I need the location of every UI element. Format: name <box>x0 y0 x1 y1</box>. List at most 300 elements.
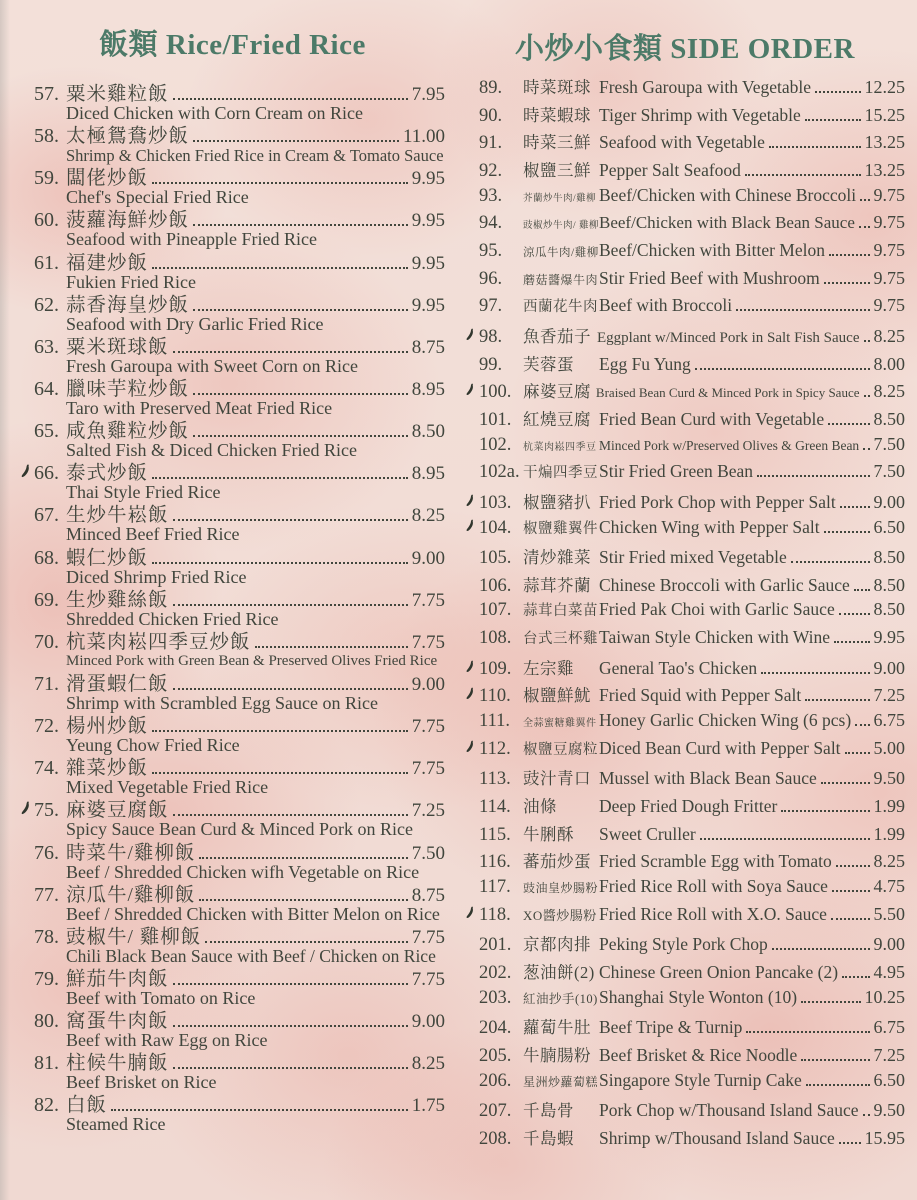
dotted-leader <box>842 976 869 978</box>
item-name-english: Minced Beef Fried Rice <box>66 524 240 545</box>
item-name-english: Braised Bean Curd & Minced Pork in Spicy Sauce <box>595 385 860 401</box>
item-name-english: Pepper Salt Seafood <box>599 159 741 180</box>
item-name-chinese: 粟米雞粒飯 <box>66 84 169 105</box>
menu-item <box>465 682 905 710</box>
item-price: 9.75 <box>873 212 905 233</box>
item-name-chinese: 豉油皇炒腸粉 <box>523 881 599 896</box>
item-number: 97. <box>479 296 503 317</box>
menu-item-title-row <box>20 837 445 865</box>
item-name-chinese: 蝦仁炒飯 <box>66 547 149 569</box>
item-name-english: Taro with Preserved Meat Fried Rice <box>66 397 333 418</box>
item-number: 101. <box>479 409 512 430</box>
item-number: 75. <box>34 799 59 822</box>
item-name-chinese: 千島蝦 <box>523 1128 574 1148</box>
item-name-english: Beef with Broccoli <box>599 295 733 316</box>
menu-item-title-row <box>20 879 445 907</box>
menu-item <box>465 323 905 351</box>
item-number: 96. <box>479 268 503 289</box>
dotted-leader <box>173 688 408 690</box>
dotted-leader <box>173 814 408 816</box>
item-name-english: Steamed Rice <box>66 1114 166 1135</box>
menu-item-title-row <box>20 415 445 443</box>
menu-item <box>465 1125 905 1153</box>
item-price: 8.25 <box>873 381 905 402</box>
menu-item <box>20 542 445 587</box>
rice-section-title-chinese: 飯類 <box>99 29 159 61</box>
item-name-chinese: 臘味芋粒炒飯 <box>66 378 190 400</box>
item-price: 4.95 <box>873 962 905 982</box>
chili-pepper-icon <box>465 383 479 402</box>
dotted-leader <box>864 340 870 342</box>
dotted-leader <box>736 309 869 311</box>
item-price: 8.50 <box>873 408 905 429</box>
item-name-chinese: 泰式炒飯 <box>66 463 149 485</box>
item-number: 95. <box>479 240 503 261</box>
item-number: 76. <box>34 841 59 864</box>
item-price: 9.00 <box>873 657 905 678</box>
item-name-chinese: XO醬炒腸粉 <box>523 907 597 923</box>
item-price: 8.25 <box>873 325 905 346</box>
item-name-chinese: 豉椒牛/ 雞柳飯 <box>66 926 202 948</box>
menu-item <box>465 268 905 296</box>
item-price: 7.75 <box>411 758 445 780</box>
item-price: 7.75 <box>411 968 445 990</box>
item-number: 113. <box>479 769 511 790</box>
item-name-english: Spicy Sauce Bean Curd & Minced Pork on Rice <box>66 819 413 840</box>
item-name-english: Honey Garlic Chicken Wing (6 pcs) <box>599 710 852 731</box>
dotted-leader <box>173 983 408 985</box>
chili-pepper-icon <box>465 660 479 679</box>
item-name-chinese: 芥蘭炒牛肉/雞柳 <box>523 193 597 204</box>
item-number: 108. <box>479 628 512 649</box>
item-name-english: Beef Brisket on Rice <box>66 1072 217 1093</box>
side-order-section-title <box>465 16 905 74</box>
item-name-english: Beef/Chicken with Black Bean Sauce <box>599 213 855 233</box>
menu-item <box>465 821 905 849</box>
item-price: 6.50 <box>873 516 905 537</box>
item-name-english: Fresh Garoupa with Sweet Corn on Rice <box>66 355 358 376</box>
chili-pepper-icon <box>20 464 34 484</box>
item-name-chinese: 鮮茄牛肉飯 <box>66 968 169 990</box>
chili-pepper-icon <box>465 906 479 925</box>
rice-section <box>20 16 445 1153</box>
menu-item <box>465 544 905 572</box>
item-number: 102. <box>479 434 512 455</box>
item-price: 9.75 <box>873 184 905 205</box>
item-name-chinese: 豉汁青口 <box>523 769 591 789</box>
item-name-english: Eggplant w/Minced Pork in Salt Fish Sauce <box>597 329 860 346</box>
item-number: 94. <box>479 213 503 234</box>
item-number: 204. <box>479 1018 512 1039</box>
dotted-leader <box>836 865 870 867</box>
dotted-leader <box>193 140 399 142</box>
dotted-leader <box>199 857 407 859</box>
item-price: 8.95 <box>411 463 445 485</box>
menu-item-title-row <box>20 1047 445 1075</box>
chili-pepper-icon <box>465 494 479 513</box>
item-price: 8.75 <box>411 336 445 358</box>
menu-item <box>20 963 445 1008</box>
dotted-leader <box>821 782 870 784</box>
dotted-leader <box>205 941 407 943</box>
item-name-english: Shanghai Style Wonton (10) <box>599 986 798 1007</box>
item-name-chinese: 蕃茄炒蛋 <box>523 852 591 872</box>
dotted-leader <box>695 368 870 370</box>
item-number: 107. <box>479 600 512 621</box>
item-price: 7.25 <box>411 800 445 822</box>
dotted-leader <box>781 810 869 812</box>
menu-item <box>465 599 905 627</box>
item-number: 111. <box>479 711 511 732</box>
menu-item <box>20 162 445 208</box>
menu-item <box>465 351 905 379</box>
item-name-english: Diced Chicken with Corn Cream on Rice <box>66 103 363 123</box>
menu-item <box>465 655 905 683</box>
menu-item <box>465 1014 905 1042</box>
item-price: 9.00 <box>411 1011 445 1033</box>
item-number: 92. <box>479 160 503 181</box>
item-number: 66. <box>34 462 59 485</box>
item-name-english: Beef/Chicken with Chinese Broccoli <box>599 184 857 205</box>
dotted-leader <box>806 1084 870 1086</box>
item-name-chinese: 窩蛋牛肉飯 <box>66 1011 169 1033</box>
item-name-english: Chinese Broccoli with Garlic Sauce <box>599 574 850 595</box>
item-number: 59. <box>34 167 59 190</box>
item-name-chinese: 太極鴛鴦炒飯 <box>66 126 190 148</box>
item-name-english: Seafood with Vegetable <box>599 132 765 153</box>
dotted-leader <box>859 226 870 228</box>
chili-pepper-icon <box>465 328 479 347</box>
menu-item <box>465 1097 905 1125</box>
item-name-chinese: 西蘭花牛肉 <box>523 299 598 316</box>
item-price: 8.95 <box>411 378 445 400</box>
item-price: 10.25 <box>864 986 905 1007</box>
item-price: 9.95 <box>411 168 445 190</box>
menu-item <box>20 415 445 461</box>
item-name-english: Diced Shrimp Fried Rice <box>66 566 247 587</box>
dotted-leader <box>152 267 408 269</box>
dotted-leader <box>829 254 870 256</box>
dotted-leader <box>854 589 870 591</box>
item-name-chinese: 麻婆豆腐 <box>523 382 591 402</box>
menu-item <box>20 1005 445 1051</box>
item-price: 9.00 <box>873 491 905 512</box>
item-number: 79. <box>34 967 59 990</box>
item-name-chinese: 柱候牛腩飯 <box>66 1053 169 1075</box>
item-name-english: Beef / Shredded Chicken wifh Vegetable on Rice <box>66 861 420 882</box>
item-name-english: Beef with Tomato on Rice <box>66 987 256 1008</box>
item-name-chinese: 芙蓉蛋 <box>523 354 574 374</box>
item-name-english: Salted Fish & Diced Chicken Fried Rice <box>66 440 357 461</box>
item-name-english: Diced Bean Curd with Pepper Salt <box>599 737 841 758</box>
menu-item <box>465 102 905 130</box>
item-price: 9.95 <box>411 294 445 316</box>
item-number: 103. <box>479 492 512 513</box>
rice-section-title-english: Rice/Fried Rice <box>165 29 366 61</box>
item-number: 110. <box>479 686 511 707</box>
item-name-chinese: 生炒牛崧飯 <box>66 505 169 527</box>
item-price: 9.50 <box>873 768 905 789</box>
dotted-leader <box>864 395 870 397</box>
item-number: 105. <box>479 548 512 569</box>
menu-item-title-row <box>20 710 445 738</box>
item-name-chinese: 椒鹽三鮮 <box>523 160 591 180</box>
menu-item <box>20 78 445 123</box>
dotted-leader <box>152 477 408 479</box>
dotted-leader <box>832 890 870 892</box>
item-price: 1.99 <box>873 796 905 817</box>
item-number: 109. <box>479 658 512 679</box>
item-number: 114. <box>479 797 511 818</box>
item-name-chinese: 椒鹽豬扒 <box>523 492 591 512</box>
menu-item <box>465 489 905 517</box>
menu-item-title-row <box>20 247 445 275</box>
dotted-leader <box>769 146 861 148</box>
item-name-chinese: 京都肉排 <box>523 935 591 955</box>
dotted-leader <box>152 562 408 564</box>
item-name-english: Fried Pork Chop with Pepper Salt <box>599 491 836 512</box>
item-name-english: Shrimp with Scrambled Egg Sauce on Rice <box>66 692 378 713</box>
item-name-english: Shrimp & Chicken Fried Rice in Cream & Tomato Sauce <box>66 146 444 166</box>
dotted-leader <box>815 91 860 93</box>
menu-item <box>465 212 905 240</box>
item-number: 69. <box>34 588 59 611</box>
item-number: 116. <box>479 852 511 873</box>
item-name-english: Fried Squid with Pepper Salt <box>599 685 802 706</box>
item-name-chinese: 葱油餅(2) <box>523 963 595 982</box>
item-price: 15.95 <box>864 1127 905 1148</box>
item-price: 13.25 <box>864 159 905 180</box>
item-price: 8.50 <box>873 599 905 620</box>
dotted-leader <box>863 1114 870 1116</box>
dotted-leader <box>199 899 407 901</box>
menu-item <box>20 1089 445 1135</box>
menu-item <box>465 378 905 406</box>
menu-item <box>20 921 445 966</box>
item-name-english: Singapore Style Turnip Cake <box>599 1069 802 1090</box>
item-price: 9.50 <box>873 1100 905 1121</box>
item-name-english: Minced Pork w/Preserved Olives & Green Bean <box>599 437 860 453</box>
item-name-chinese: 魚香茄子 <box>523 326 591 346</box>
menu-item-title-row <box>20 668 445 696</box>
dotted-leader <box>173 1067 408 1069</box>
item-number: 65. <box>34 420 59 443</box>
item-name-chinese: 楊州炒飯 <box>66 716 149 738</box>
item-name-chinese: 時菜三鮮 <box>523 133 591 153</box>
chili-pepper-icon <box>465 687 479 706</box>
item-number: 67. <box>34 504 59 527</box>
menu-item <box>465 572 905 600</box>
dotted-leader <box>840 506 870 508</box>
item-name-english: Beef Tripe & Turnip <box>599 1017 743 1038</box>
menu-item-title-row <box>20 331 445 359</box>
item-number: 98. <box>479 326 503 347</box>
menu-item <box>465 295 905 323</box>
menu-item <box>465 848 905 876</box>
item-name-english: Shrimp w/Thousand Island Sauce <box>599 1127 835 1148</box>
item-price: 5.50 <box>873 903 905 924</box>
menu-item <box>465 738 905 766</box>
item-name-chinese: 杭菜肉崧四季豆 <box>523 441 597 453</box>
menu-item <box>465 406 905 434</box>
item-name-english: Stir Fried Beef with Mushroom <box>599 267 820 288</box>
item-name-english: Fresh Garoupa with Vegetable <box>599 77 812 97</box>
item-price: 11.00 <box>402 126 445 148</box>
item-number: 90. <box>479 105 503 126</box>
dotted-leader <box>745 174 861 176</box>
item-name-english: Fukien Fried Rice <box>66 271 196 292</box>
item-name-chinese: 全蒜蜜糖雞翼件 <box>523 718 597 730</box>
menu-item-title-row <box>20 794 445 822</box>
item-number: 77. <box>34 883 59 906</box>
item-number: 208. <box>479 1128 512 1149</box>
item-number: 80. <box>34 1010 59 1033</box>
dotted-leader <box>801 1059 869 1061</box>
chili-pepper-icon <box>465 519 479 538</box>
item-price: 7.75 <box>411 631 445 653</box>
item-name-english: Chicken Wing with Pepper Salt <box>599 516 820 537</box>
dotted-leader <box>845 752 870 754</box>
item-name-chinese: 雜菜炒飯 <box>66 758 149 780</box>
dotted-leader <box>772 948 870 950</box>
menu-item <box>20 331 445 376</box>
menu-item <box>20 1047 445 1093</box>
dotted-leader <box>173 98 408 100</box>
item-number: 68. <box>34 546 59 569</box>
item-number: 63. <box>34 335 59 358</box>
menu-item <box>20 204 445 250</box>
item-name-chinese: 蒜茸芥蘭 <box>523 575 591 595</box>
item-name-english: Beef Brisket & Rice Noodle <box>599 1044 798 1065</box>
menu-item <box>465 461 905 489</box>
item-number: 81. <box>34 1052 59 1075</box>
item-number: 62. <box>34 293 59 316</box>
dotted-leader <box>805 699 869 701</box>
item-name-english: Fried Scramble Egg with Tomato <box>599 851 832 872</box>
item-price: 8.50 <box>873 547 905 568</box>
menu-item-title-row <box>20 457 445 485</box>
item-name-chinese: 椒鹽鮮魷 <box>523 686 591 706</box>
item-number: 118. <box>479 904 511 925</box>
item-name-chinese: 福建炒飯 <box>66 252 149 274</box>
chili-pepper-icon <box>465 740 479 759</box>
item-name-english: Thai Style Fried Rice <box>66 482 221 503</box>
item-price: 7.50 <box>411 842 445 864</box>
item-price: 7.50 <box>873 433 905 454</box>
item-price: 5.00 <box>873 737 905 758</box>
item-name-chinese: 杭菜肉崧四季豆炒飯 <box>66 631 251 653</box>
item-name-english: Mussel with Black Bean Sauce <box>599 768 817 789</box>
menu-item-title-row <box>20 1089 445 1117</box>
item-name-chinese: 粟米斑球飯 <box>66 336 169 358</box>
item-price: 7.75 <box>411 926 445 948</box>
item-name-chinese: 椒鹽豆腐粒 <box>523 741 598 758</box>
menu-item-title-row <box>20 752 445 780</box>
side-order-section-title-english: SIDE ORDER <box>670 33 855 65</box>
item-number: 207. <box>479 1101 512 1122</box>
item-number: 104. <box>479 517 512 538</box>
item-price: 8.00 <box>873 353 905 374</box>
menu-item <box>465 931 905 959</box>
item-price: 4.75 <box>873 876 905 897</box>
item-price: 6.50 <box>873 1069 905 1090</box>
menu-item-title-row <box>20 584 445 612</box>
item-name-chinese: 台式三杯雞 <box>523 631 598 648</box>
item-number: 100. <box>479 382 512 403</box>
dotted-leader <box>173 351 408 353</box>
item-name-english: Sweet Cruller <box>599 823 696 844</box>
item-price: 7.75 <box>411 589 445 611</box>
item-name-english: Egg Fu Yung <box>599 353 691 374</box>
item-name-english: General Tao's Chicken <box>599 657 758 678</box>
item-number: 89. <box>479 78 503 98</box>
side-order-item-list <box>465 74 905 1153</box>
item-name-chinese: 油條 <box>523 797 557 817</box>
item-name-chinese: 涼瓜牛/雞柳飯 <box>66 884 196 906</box>
menu-item <box>465 185 905 213</box>
dotted-leader <box>801 1001 860 1003</box>
item-name-english: Chinese Green Onion Pancake (2) <box>599 962 839 982</box>
item-number: 91. <box>479 133 503 154</box>
menu-item <box>465 710 905 738</box>
item-price: 1.75 <box>411 1095 445 1117</box>
item-number: 202. <box>479 963 512 983</box>
item-price: 8.25 <box>411 505 445 527</box>
dotted-leader <box>193 224 408 226</box>
item-number: 205. <box>479 1045 512 1066</box>
item-name-english: Minced Pork with Green Bean & Preserved Olives Fried Rice <box>66 652 438 669</box>
dotted-leader <box>700 838 870 840</box>
menu-item <box>465 793 905 821</box>
menu-item <box>465 434 905 462</box>
item-number: 60. <box>34 209 59 232</box>
item-name-english: Peking Style Pork Chop <box>599 934 768 955</box>
menu-item <box>20 584 445 629</box>
item-price: 12.25 <box>864 77 905 97</box>
menu-item <box>465 129 905 157</box>
item-price: 8.50 <box>411 421 445 443</box>
menu-item <box>465 157 905 185</box>
menu-item-title-row <box>20 1005 445 1033</box>
item-number: 61. <box>34 251 59 274</box>
menu-item <box>465 765 905 793</box>
menu-item <box>20 626 445 668</box>
item-name-chinese: 菠蘿海鮮炒飯 <box>66 210 190 232</box>
item-number: 99. <box>479 354 503 375</box>
item-number: 117. <box>479 877 511 898</box>
menu-item-title-row <box>20 120 445 148</box>
menu-item-title-row <box>20 626 445 654</box>
item-name-chinese: 清炒雜菜 <box>523 548 591 568</box>
item-name-english: Stir Fried Green Bean <box>599 461 754 482</box>
item-name-chinese: 麻婆豆腐飯 <box>66 800 169 822</box>
menu-item <box>20 457 445 503</box>
item-name-chinese: 牛脷酥 <box>523 824 574 844</box>
menu-item <box>20 289 445 334</box>
item-name-english: Seafood with Dry Garlic Fried Rice <box>66 313 324 334</box>
item-name-english: Beef / Shredded Chicken with Bitter Melon on Rice <box>66 903 440 924</box>
menu-item <box>20 120 445 166</box>
dotted-leader <box>791 561 870 563</box>
dotted-leader <box>824 282 870 284</box>
dotted-leader <box>173 519 408 521</box>
item-price: 9.75 <box>873 239 905 260</box>
menu-item <box>465 517 905 545</box>
item-name-chinese: 時菜蝦球 <box>523 105 591 125</box>
item-price: 6.75 <box>873 1017 905 1038</box>
item-price: 7.50 <box>873 461 905 482</box>
item-name-english: Mixed Vegetable Fried Rice <box>66 777 269 798</box>
